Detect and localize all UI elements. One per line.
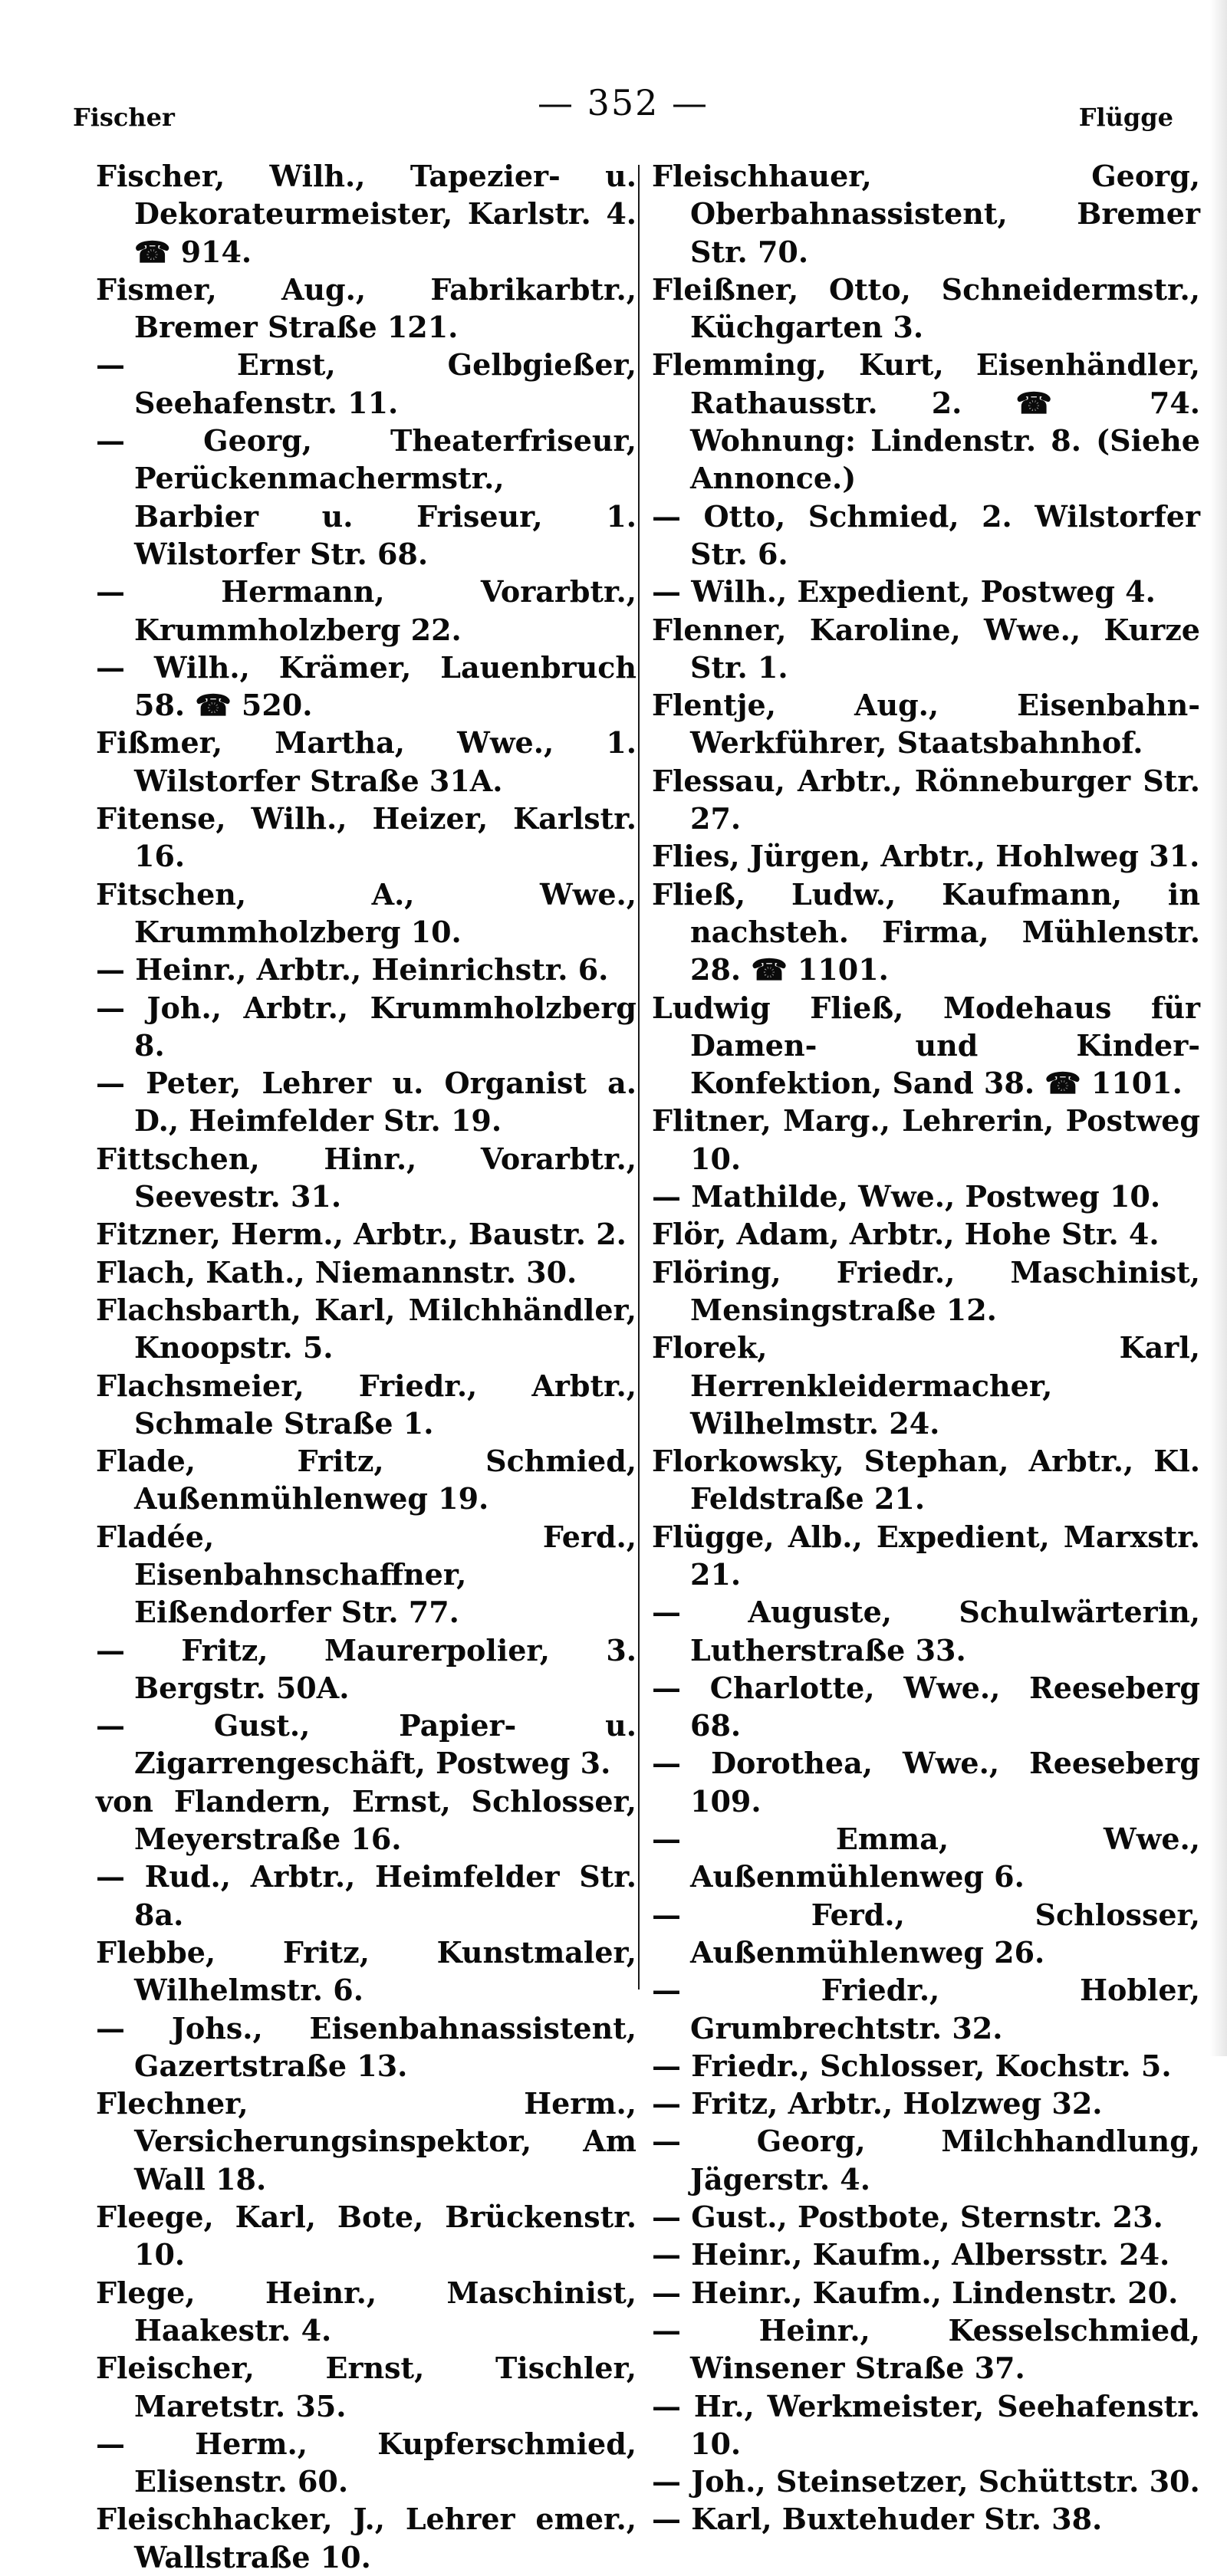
directory-entry: von Flandern, Ernst, Schlosser, Meyerstraße 16.	[96, 1783, 637, 1857]
header-left-keyword: Fischer	[73, 103, 175, 132]
directory-entry: — Karl, Buxtehuder Str. 38.	[652, 2502, 1103, 2537]
directory-entry: Fleißner, Otto, Schneidermstr., Küchgarten 3.	[652, 271, 1200, 345]
directory-entry: Flechner, Herm., Versicherungsinspektor, Am Wall 18.	[96, 2086, 637, 2196]
directory-entry: — Emma, Wwe., Außenmühlenweg 6.	[652, 1822, 1200, 1894]
directory-entry: — Wilh., Krämer, Lauenbruch 58. ☎ 520.	[96, 649, 637, 723]
directory-entry: Flentje, Aug., Eisenbahn-Werkführer, Staatsbahnhof.	[652, 688, 1200, 761]
directory-entry: Flachsbarth, Karl, Milchhändler, Knoopstr. 5.	[96, 1292, 637, 1365]
directory-entry: Flenner, Karoline, Wwe., Kurze Str. 1.	[652, 612, 1200, 685]
header-right-keyword: Flügge	[1078, 103, 1173, 132]
directory-entry: Fitschen, A., Wwe., Krummholzberg 10.	[96, 876, 637, 949]
directory-entry: — Heinr., Arbtr., Heinrichstr. 6.	[96, 952, 609, 987]
directory-entry: Fitzner, Herm., Arbtr., Baustr. 2.	[96, 1217, 627, 1252]
page-header	[73, 71, 1173, 132]
directory-entry: Florek, Karl, Herrenkleidermacher, Wilhelmstr. 24.	[652, 1330, 1200, 1441]
right-column	[652, 157, 1200, 2537]
directory-entry: Fleischer, Ernst, Tischler, Maretstr. 35.	[96, 2351, 637, 2423]
directory-entry: Flügge, Alb., Expedient, Marxstr. 21.	[652, 1519, 1200, 1592]
page-edge-shadow	[1210, 0, 1227, 2056]
directory-entry: Fleischhauer, Georg, Oberbahnassistent, Bremer Str. 70.	[652, 159, 1200, 269]
directory-entry: — Mathilde, Wwe., Postweg 10.	[652, 1179, 1161, 1214]
directory-entry: — Fritz, Maurerpolier, 3. Bergstr. 50A.	[96, 1632, 637, 1705]
directory-entry: Flachsmeier, Friedr., Arbtr., Schmale Straße 1.	[96, 1368, 637, 1441]
directory-entry: Fißmer, Martha, Wwe., 1. Wilstorfer Straße 31A.	[96, 725, 637, 798]
directory-entry: — Joh., Arbtr., Krummholzberg 8.	[96, 990, 637, 1063]
directory-entry: — Ernst, Gelbgießer, Seehafenstr. 11.	[96, 347, 637, 420]
directory-entry: — Friedr., Hobler, Grumbrechtstr. 32.	[652, 1973, 1200, 2045]
page-number: — 352 —	[537, 82, 709, 123]
directory-entry: Flessau, Arbtr., Rönneburger Str. 27.	[652, 763, 1200, 836]
directory-entry: Flemming, Kurt, Eisenhändler, Rathausstr. 2. ☎ 74. Wohnung: Lindenstr. 8. (Siehe Annonce.)	[652, 347, 1200, 496]
directory-entry: Fittschen, Hinr., Vorarbtr., Seevestr. 31.	[96, 1141, 637, 1214]
directory-entry: — Georg, Theaterfriseur, Perückenmachermstr., Barbier u. Friseur, 1. Wilstorfer Str. 68.	[96, 423, 637, 571]
directory-entry: Ludwig Fließ, Modehaus für Damen- und Kinder-Konfektion, Sand 38. ☎ 1101.	[652, 990, 1200, 1101]
directory-entry: Fitense, Wilh., Heizer, Karlstr. 16.	[96, 801, 637, 874]
directory-entry: — Auguste, Schulwärterin, Lutherstraße 33.	[652, 1595, 1200, 1668]
directory-entry: — Rud., Arbtr., Heimfelder Str. 8a.	[96, 1859, 637, 1932]
directory-entry: Flach, Kath., Niemannstr. 30.	[96, 1254, 577, 1290]
directory-entry: Fleege, Karl, Bote, Brückenstr. 10.	[96, 2200, 637, 2272]
directory-entry: — Joh., Steinsetzer, Schüttstr. 30.	[652, 2464, 1200, 2499]
directory-entry: — Charlotte, Wwe., Reeseberg 68.	[652, 1670, 1200, 1743]
directory-entry: — Heinr., Kesselschmied, Winsener Straße 37.	[652, 2312, 1200, 2386]
directory-entry: Fischer, Wilh., Tapezier- u. Dekorateurmeister, Karlstr. 4. ☎ 914.	[96, 159, 637, 269]
directory-entry: Florkowsky, Stephan, Arbtr., Kl. Feldstraße 21.	[652, 1444, 1200, 1516]
directory-entry: — Heinr., Kaufm., Lindenstr. 20.	[652, 2275, 1179, 2310]
directory-entry: — Otto, Schmied, 2. Wilstorfer Str. 6.	[652, 498, 1200, 571]
directory-entry: Fleischhacker, J., Lehrer emer., Wallstraße 10.	[96, 2502, 637, 2574]
directory-entry: — Georg, Milchhandlung, Jägerstr. 4.	[652, 2124, 1200, 2196]
directory-entry: — Friedr., Schlosser, Kochstr. 5.	[652, 2048, 1172, 2083]
directory-entry: Flitner, Marg., Lehrerin, Postweg 10.	[652, 1103, 1200, 1176]
directory-columns	[96, 157, 1200, 2574]
directory-entry: Flege, Heinr., Maschinist, Haakestr. 4.	[96, 2275, 637, 2348]
directory-entry: — Gust., Papier- u. Zigarrengeschäft, Postweg 3.	[96, 1708, 637, 1781]
directory-entry: — Herm., Kupferschmied, Elisenstr. 60.	[96, 2426, 637, 2499]
directory-entry: Fismer, Aug., Fabrikarbtr., Bremer Straße 121.	[96, 271, 637, 345]
directory-entry: — Hr., Werkmeister, Seehafenstr. 10.	[652, 2388, 1200, 2461]
left-column	[96, 157, 637, 2574]
directory-entry: — Peter, Lehrer u. Organist a. D., Heimfelder Str. 19.	[96, 1066, 637, 1138]
directory-entry: — Gust., Postbote, Sternstr. 23.	[652, 2200, 1163, 2235]
directory-entry: — Fritz, Arbtr., Holzweg 32.	[652, 2086, 1103, 2121]
directory-entry: Flade, Fritz, Schmied, Außenmühlenweg 19.	[96, 1444, 637, 1516]
directory-entry: Flör, Adam, Arbtr., Hohe Str. 4.	[652, 1217, 1160, 1252]
directory-entry: — Ferd., Schlosser, Außenmühlenweg 26.	[652, 1897, 1200, 1970]
directory-entry: — Johs., Eisenbahnassistent, Gazertstraße 13.	[96, 2010, 637, 2083]
directory-entry: Fladée, Ferd., Eisenbahnschaffner, Eißendorfer Str. 77.	[96, 1519, 637, 1630]
directory-entry: — Dorothea, Wwe., Reeseberg 109.	[652, 1746, 1200, 1819]
directory-entry: Fließ, Ludw., Kaufmann, in nachsteh. Firma, Mühlenstr. 28. ☎ 1101.	[652, 876, 1200, 987]
directory-entry: — Hermann, Vorarbtr., Krummholzberg 22.	[96, 574, 637, 647]
directory-entry: Flies, Jürgen, Arbtr., Hohlweg 31.	[652, 839, 1200, 874]
directory-entry: Flöring, Friedr., Maschinist, Mensingstraße 12.	[652, 1254, 1200, 1327]
directory-entry: Flebbe, Fritz, Kunstmaler, Wilhelmstr. 6.	[96, 1934, 637, 2008]
directory-entry: — Wilh., Expedient, Postweg 4.	[652, 574, 1156, 610]
directory-entry: — Heinr., Kaufm., Albersstr. 24.	[652, 2237, 1170, 2272]
